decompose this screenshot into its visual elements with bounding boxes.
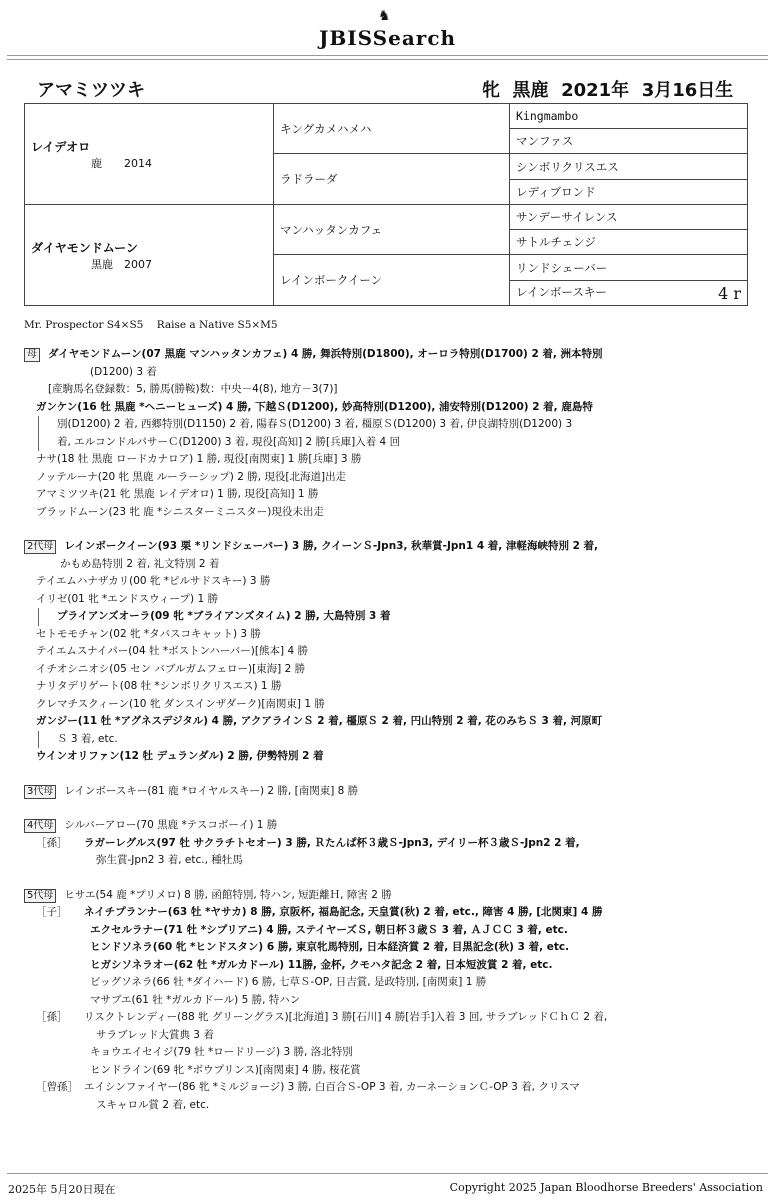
g5dam-line-0: [24, 887, 764, 905]
g2dam-line-11: Ｓ 3 着, etc.: [38, 731, 764, 749]
pedigree-g3-6: サトルチェンジ: [510, 230, 748, 255]
dam-line-3: ガンケン(16 牡 黒鹿 *ヘニーヒューズ) 4 勝, 下越Ｓ(D1200), 妙高特別(D1200), 浦安特別(D1200) 2 着, 鹿島特: [36, 400, 593, 413]
pedigree-suffix: 4 r: [718, 283, 741, 303]
text: ダイヤモンドムーン(07 黒鹿 マンハッタンカフェ) 4 勝, 舞浜特別(D1800), オーロラ特別(D1700) 2 着, 洲本特別: [48, 348, 603, 360]
footer-date: 2025年 5月20日現在: [8, 1183, 116, 1196]
g5dam-child-6: マサブエ(61 牡 *ガルカドール) 5 勝, 特ハン: [90, 993, 301, 1006]
g2dam-line-2: テイエムハナザカリ(00 牝 *ピルサドスキー) 3 勝: [36, 575, 271, 587]
family-notes: [24, 346, 764, 1114]
pedigree-sire: [25, 104, 274, 205]
g2dam-line-5: セトモモチャン(02 牝 *タバスコキャット) 3 勝: [36, 627, 261, 640]
sire-meta: 鹿 2014: [91, 156, 152, 170]
g2dam-line-3: イリゼ(01 牝 *エンドスウィープ) 1 勝: [36, 592, 218, 605]
pedigree-g3-8: [510, 281, 748, 306]
dam-meta: 黒鹿 2007: [91, 257, 152, 271]
text: ネイチプランナー(63 牡 *ヤサカ) 8 勝, 京阪杯, 福島記念, 天皇賞(秋) 2 着, etc., 障害 4 勝, [北関東] 4 勝: [84, 906, 603, 918]
g5dam-greatgrandchild-cont: スキャロル賞 2 着, etc.: [96, 1098, 210, 1111]
horse-name: アマミツツキ: [37, 80, 145, 101]
section-tag-dam: 母: [24, 348, 40, 362]
pedigree-g3-4: レディブロンド: [510, 180, 748, 205]
section-tag-g2dam: 2代母: [24, 540, 56, 554]
dam-line-7: ノッテルーナ(20 牝 黒鹿 ルーラーシップ) 2 勝, 現役[北海道]出走: [36, 470, 347, 483]
g2dam-line-8: ナリタデリゲート(08 牡 *シンボリクリスエス) 1 勝: [36, 680, 282, 692]
g5dam-child-1: [24, 904, 764, 922]
g2dam-line-0: [24, 538, 764, 556]
text: レインボースキー(81 鹿 *ロイヤルスキー) 2 勝, [南関東] 8 勝: [64, 784, 359, 797]
pedigree-table: [24, 103, 748, 306]
g3dam-line-0: [24, 783, 764, 801]
g5dam-child-3: ヒンドソネラ(60 牝 *ヒンドスタン) 6 勝, 東京牝馬特別, 日本経済賞 2 着, 目黒記念(秋) 3 着, etc.: [90, 941, 570, 953]
g5dam-grandchild-1-cont: サラブレッド大賞典 3 着: [96, 1028, 214, 1041]
g5dam-child-4: ヒガシソネラオー(62 牡 *ガルカドール) 11勝, 金杯, クモハタ記念 2 着, 日本短波賞 2 着, etc.: [90, 958, 553, 971]
relation-label: ［孫］: [36, 836, 68, 849]
horse-rider-icon: ♞: [378, 8, 391, 24]
section-tag-g4dam: 4代母: [24, 819, 56, 833]
pedigree-g3-1: Kingmambo: [510, 104, 748, 129]
g2dam-line-7: イチオシニオシ(05 セン バブルガムフェロー)[東海] 2 勝: [36, 662, 306, 675]
dam-line-4: 別(D1200) 2 着, 西郷特別(D1150) 2 着, 陽春Ｓ(D1200) 3 着, 橿原Ｓ(D1200) 3 着, 伊良湖特別(D1200) 3: [38, 416, 764, 434]
g2dam-line-6: テイエムスナイパー(04 牡 *ボストンハーバー)[熊本] 4 勝: [36, 645, 308, 657]
dam-line-8: アマミツツキ(21 牝 黒鹿 レイデオロ) 1 勝, 現役[高知] 1 勝: [36, 488, 319, 500]
text: レインボークイーン(93 栗 *リンドシェーバー) 3 勝, クイーンＳ-Jpn3, 秋華賞-Jpn1 4 着, 津軽海峡特別 2 着,: [64, 540, 599, 552]
g2dam-line-1: かもめ島特別 2 着, 礼文特別 2 着: [60, 557, 220, 570]
logo-jbis: JBIS: [318, 26, 373, 50]
g5dam-greatgrandchild: [24, 1079, 764, 1097]
dam-line-2: [産駒馬名登録数：5, 勝馬(勝鞍)数：中央－4(8), 地方－3(7)]: [48, 383, 338, 395]
g5dam-grandchild-2: キョウエイセイジ(79 牡 *ロードリージ) 3 勝, 洛北特別: [90, 1046, 353, 1058]
text: リスクトレンディー(88 牝 グリーングラス)[北海道] 3 勝[石川] 4 勝[岩手]入着 3 回, サラブレッドＣｈＣ 2 着,: [84, 1011, 608, 1023]
pedigree-dam-dam: レインボークイーン: [274, 255, 510, 306]
footer-divider: [7, 1173, 768, 1174]
relation-label: ［曾孫］: [36, 1081, 78, 1093]
dam-name: ダイヤモンドムーン: [31, 240, 138, 255]
g2dam-line-4: プライアンズオーラ(09 牝 *ブライアンズタイム) 2 勝, 大島特別 3 着: [38, 608, 764, 626]
pedigree-dam-sire: マンハッタンカフェ: [274, 205, 510, 255]
relation-label: ［子］: [36, 906, 68, 918]
dam-line-5: 着, エルコンドルパサーＣ(D1200) 3 着, 現役[高知] 2 勝[兵庫]入着 4 回: [38, 434, 764, 452]
g5dam-grandchild-1: [24, 1009, 764, 1027]
g4dam-line-3: 弥生賞-Jpn2 3 着, etc., 種牡馬: [96, 854, 243, 866]
text: ヒサエ(54 鹿 *プリメロ) 8 勝, 函館特別, 特ハン, 短距離Ｈ, 障害 2 勝: [64, 888, 392, 901]
pedigree-g3-7: リンドシェーバー: [510, 255, 748, 281]
jbis-logo: [0, 8, 775, 50]
g2dam-line-12: ウインオリファン(12 牡 デュランダル) 2 勝, 伊勢特別 2 着: [36, 750, 324, 762]
logo-search: Search: [372, 26, 457, 50]
dam-line-1: (D1200) 3 着: [90, 365, 157, 378]
pedigree-g3-8-name: レインボースキー: [516, 284, 607, 299]
dam-line-0: [24, 346, 764, 364]
pedigree-g3-5: サンデーサイレンス: [510, 205, 748, 230]
section-tag-g5dam: 5代母: [24, 889, 56, 903]
text: エイシンファイヤー(86 牝 *ミルジョージ) 3 勝, 白百合Ｓ-OP 3 着, カーネーションＣ-OP 3 着, クリスマ: [84, 1081, 580, 1093]
inbreeding-note: Mr. Prospector S4×S5 Raise a Native S5×M5: [24, 319, 278, 331]
text: シルバーアロー(70 黒鹿 *テスコボーイ) 1 勝: [64, 819, 278, 831]
footer-copyright: Copyright 2025 Japan Bloodhorse Breeders' Association: [449, 1181, 763, 1194]
g4dam-line-0: [24, 817, 764, 835]
g2dam-line-9: クレマチスクィーン(10 牝 ダンスインザダーク)[南関東] 1 勝: [36, 697, 325, 710]
g2dam-line-10: ガンジー(11 牡 *アグネスデジタル) 4 勝, アクアラインＳ 2 着, 橿原Ｓ 2 着, 円山特別 2 着, 花のみちＳ 3 着, 河原町: [36, 715, 603, 727]
pedigree-sire-sire: キングカメハメハ: [274, 104, 510, 154]
pedigree-g3-2: マンファス: [510, 129, 748, 154]
g5dam-child-2: エクセルラナー(71 牡 *シプリアニ) 4 勝, ステイヤーズＳ, 朝日杯３歳Ｓ 3 着, ＡＪＣＣ 3 着, etc.: [90, 923, 568, 936]
text: ラガーレグルス(97 牡 サクラチトセオー) 3 勝, Ｒたんぱ杯３歳Ｓ-Jpn3, デイリー杯３歳Ｓ-Jpn2 2 着,: [84, 836, 580, 849]
dam-line-9: ブラッドムーン(23 牝 鹿 *シニスターミニスター)現役未出走: [36, 505, 324, 518]
g5dam-grandchild-3: ヒンドライン(69 牝 *ボウプリンス)[南関東] 4 勝, 桜花賞: [90, 1063, 361, 1076]
dam-line-6: ナサ(18 牡 黒鹿 ロードカナロア) 1 勝, 現役[南関東] 1 勝[兵庫] 3 勝: [36, 453, 362, 465]
section-tag-g3dam: 3代母: [24, 785, 56, 799]
pedigree-dam: [25, 205, 274, 306]
horse-meta: 牝 黒鹿 2021年 3月16日生: [482, 80, 734, 101]
sire-name: レイデオロ: [31, 139, 91, 154]
header-divider: [7, 55, 768, 60]
relation-label: ［孫］: [36, 1011, 68, 1023]
g5dam-child-5: ビッグソネラ(66 牡 *ダイハード) 6 勝, 七草Ｓ-OP, 日吉賞, 是政特別, [南関東] 1 勝: [90, 976, 487, 988]
pedigree-g3-3: シンボリクリスエス: [510, 154, 748, 180]
pedigree-sire-dam: ラドラーダ: [274, 154, 510, 205]
g4dam-grandchild: [24, 835, 764, 853]
